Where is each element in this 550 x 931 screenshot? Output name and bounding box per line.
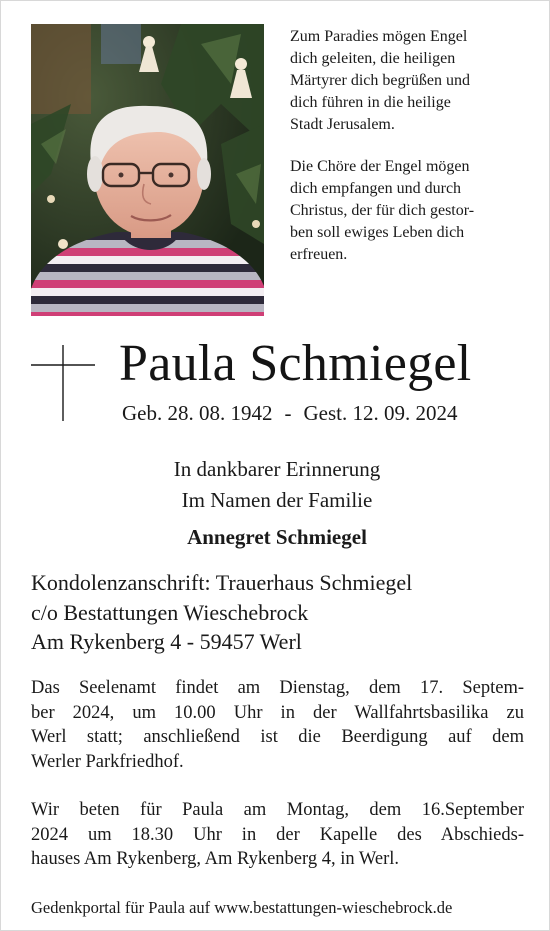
service-line: Werler Parkfriedhof. (31, 751, 184, 772)
service-paragraph (31, 676, 524, 774)
portrait-illustration (31, 24, 264, 316)
prayer-line: Wir beten für Paula am Montag, dem 16.September (31, 800, 524, 820)
poem (290, 26, 523, 266)
condolence-address (31, 568, 531, 657)
address-line-3: Am Rykenberg 4 - 59457 Werl (31, 629, 302, 654)
cross-icon (31, 345, 95, 421)
family-signer: Annegret Schmiegel (187, 525, 367, 549)
prayer-line: hauses Am Rykenberg, Am Rykenberg 4, in Werl. (31, 849, 400, 870)
deceased-name: Paula Schmiegel (119, 335, 472, 392)
date-separator: - (284, 401, 292, 425)
birth-date: Geb. 28. 08. 1942 (122, 401, 273, 425)
memory-line-2: Im Namen der Familie (181, 488, 373, 512)
poem-stanza-2: Die Chöre der Engel mögen dich empfangen und durch Christus, der für dich gestor- ben soll ewiges Leben dich erfreuen. (290, 158, 475, 263)
service-line: ber 2024, um 10.00 Uhr in der Wallfahrtsbasilika zu (31, 702, 524, 723)
service-line: Das Seelenamt findet am Dienstag, dem 17. Septem- (31, 678, 524, 698)
memorial-portal-note: Gedenkportal für Paula auf www.bestattungen-wieschebrock.de (31, 898, 453, 917)
portrait-photo (31, 24, 264, 316)
poem-stanza-1: Zum Paradies mögen Engel dich geleiten, die heiligen Märtyrer dich begrüßen und dich führen in die heilige Stadt Jerusalem. (290, 28, 470, 133)
life-dates (122, 399, 532, 427)
service-line: Werl statt; anschließend ist die Beerdigung auf dem (31, 727, 524, 748)
address-line-1: Kondolenzanschrift: Trauerhaus Schmiegel (31, 570, 413, 595)
death-date: Gest. 12. 09. 2024 (303, 401, 458, 425)
memory-line-1: In dankbarer Erinnerung (173, 457, 381, 481)
prayer-paragraph (31, 798, 524, 872)
memory-lines (61, 454, 493, 516)
prayer-line: 2024 um 18.30 Uhr in der Kapelle des Abschieds- (31, 824, 524, 845)
address-line-2: c/o Bestattungen Wieschebrock (31, 599, 309, 625)
